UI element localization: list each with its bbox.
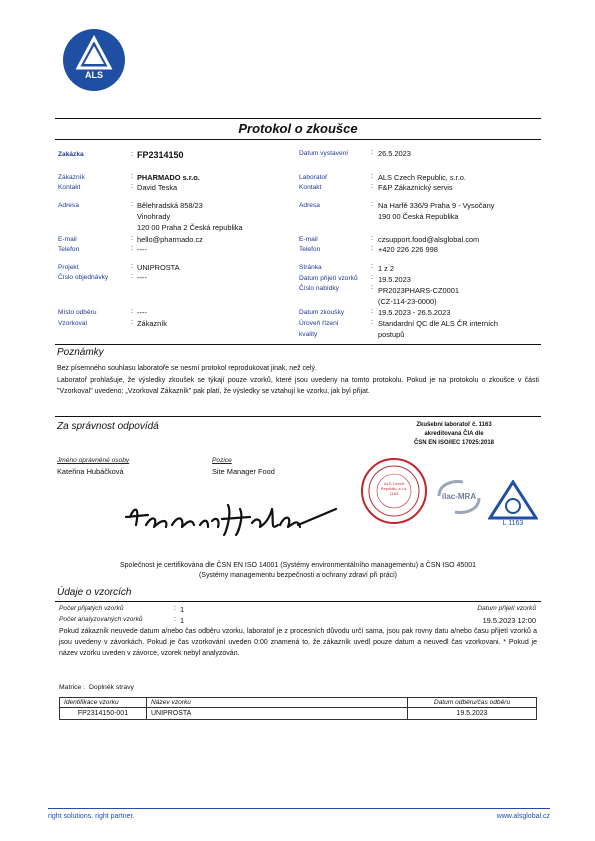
uroven-rizeni-label-1: Úroveň řízení: [299, 320, 339, 327]
adresa-line-2: Vinohrady: [137, 212, 171, 221]
prijatych-value: 1: [180, 605, 185, 614]
zakazka-label: Zakázka: [58, 151, 84, 158]
sample-date: 19.5.2023: [408, 708, 537, 720]
accreditation-line-2: akreditovaná ČIA dle: [424, 431, 484, 437]
column-header: Název vzorku: [147, 698, 408, 708]
position-value: Site Manager Food: [212, 467, 275, 476]
sample-name: UNIPROSTA: [147, 708, 408, 720]
accreditation-line-1: Zkušební laboratoř č. 1163: [416, 422, 492, 428]
datum-prijeti-samples-label: Datum přijetí vzorků: [477, 605, 536, 612]
uroven-rizeni-value-1: Standardní QC dle ALS ČR interních: [378, 319, 498, 328]
adresa-label: Adresa: [58, 202, 79, 209]
datum-vystaveni-label: Datum vystavení: [299, 150, 349, 157]
divider: [55, 601, 541, 602]
page-title: Protokol o zkoušce: [238, 121, 358, 136]
projekt-value: UNIPROSTA: [137, 263, 180, 272]
laborator-value: ALS Czech Republic, s.r.o.: [378, 173, 466, 182]
lab-email-label: E-mail: [299, 236, 318, 243]
zakaznik-label: Zákazník: [58, 174, 85, 181]
cislo-objednavky-label: Číslo objednávky: [58, 274, 109, 281]
datum-vystaveni-value: 26.5.2023: [378, 149, 411, 158]
title-top-rule: [55, 118, 541, 119]
laborator-label: Laboratoř: [299, 174, 328, 181]
uroven-rizeni-value-2: postupů: [378, 330, 405, 339]
title-bottom-rule: [55, 139, 541, 140]
lab-stamp-text: ALS Czech Republic, s.r.o. 1163: [380, 481, 408, 496]
responsible-heading: Za správnost odpovídá: [57, 421, 159, 432]
misto-odberu-label: Místo odběru: [58, 309, 97, 316]
accreditation-note: [384, 421, 524, 448]
lab-kontakt-value: F&P Zákaznický servis: [378, 183, 453, 192]
cia-logo: [488, 480, 538, 528]
cia-text: L 1163: [502, 520, 524, 527]
uroven-rizeni-label-2: kvality: [299, 331, 318, 338]
kontakt-value: David Teska: [137, 183, 178, 192]
footer-tagline: right solutions. right partner.: [48, 813, 135, 820]
vzorkoval-value: Zákazník: [137, 319, 167, 328]
certification-note: [55, 561, 541, 581]
footer-rule: [48, 808, 550, 809]
accreditation-line-3: ČSN EN ISO/IEC 17025:2018: [413, 440, 495, 446]
lab-email-value[interactable]: czsupport.food@alsglobal.com: [378, 235, 480, 244]
cislo-objednavky-value: ----: [137, 273, 147, 282]
datum-zkousky-label: Datum zkoušky: [299, 309, 345, 316]
kontakt-label: Kontakt: [58, 184, 81, 191]
lab-stamp: [360, 457, 428, 525]
lab-telefon-label: Telefon: [299, 246, 321, 253]
datum-zkousky-value: 19.5.2023 - 26.5.2023: [378, 308, 451, 317]
prijatych-label: Počet přijatých vzorků: [59, 605, 124, 612]
footer-url[interactable]: www.alsglobal.cz: [496, 813, 550, 820]
stranka-label: Stránka: [299, 264, 322, 271]
adresa-line-3: 120 00 Praha 2 Česká republika: [137, 223, 243, 232]
datum-prijeti-label: Datum přijetí vzorků: [299, 275, 358, 282]
logo-text: ALS: [85, 70, 103, 80]
divider: [55, 416, 541, 417]
poznamky-heading: Poznámky: [57, 347, 104, 358]
lab-adresa-line-1: Na Harfě 336/9 Praha 9 - Vysočany: [378, 201, 495, 210]
misto-odberu-value: ----: [137, 308, 147, 317]
cislo-nabidky-line-1: PR2023PHARS-CZ0001: [378, 286, 459, 295]
poznamky-text-1: Bez písemného souhlasu laboratoře se nesmí protokol reprodukovat jinak, než celý.: [57, 365, 317, 372]
matrice-label: Matrice :: [59, 684, 86, 691]
datum-prijeti-samples-value: 19.5.2023 12:00: [482, 616, 536, 625]
name-value: Kateřina Hubáčková: [57, 467, 124, 476]
ilac-mra-text: ilac-MRA: [441, 492, 477, 501]
table-header-row: [60, 698, 537, 708]
column-header: Datum odběru/čas odběru: [408, 698, 537, 708]
column-header: Identifikace vzorku: [60, 698, 147, 708]
divider: [55, 344, 541, 345]
table-row: [60, 708, 537, 720]
vzorkoval-label: Vzorkoval: [58, 320, 87, 327]
telefon-value: ----: [137, 245, 147, 254]
lab-adresa-label: Adresa: [299, 202, 320, 209]
projekt-label: Projekt: [58, 264, 79, 271]
ilac-mra-logo: [433, 478, 485, 516]
certification-line-2: (Systémy managementu bezpečnosti a ochrany zdraví při práci): [198, 572, 398, 579]
zakaznik-value: PHARMADO s.r.o.: [137, 173, 200, 182]
zakazka-value: FP2314150: [137, 150, 184, 160]
certification-line-1: Společnost je certifikována dle ČSN EN ISO 14001 (Systémy environmentálního managementu) a ČSN ISO 45001: [119, 562, 476, 569]
analyzovanych-label: Počet analyzovaných vzorků: [59, 616, 143, 623]
samples-table: [59, 697, 537, 720]
telefon-label: Telefon: [58, 246, 80, 253]
sample-id: FP2314150-001: [60, 708, 147, 720]
stranka-value: 1 z 2: [378, 264, 395, 273]
cislo-nabidky-label: Číslo nabídky: [299, 285, 339, 292]
adresa-line-1: Bělehradská 858/23: [137, 201, 203, 210]
lab-telefon-value: +420 226 226 998: [378, 245, 438, 254]
samples-note: Pokud zákazník neuvede datum a/nebo čas odběru vzorku, laboratoř je z procesních důvodu určí sama, jsou pak rovny datu a/nebo času přijetí vzorků a jsou uvedeny v závorkách. Pokud je čas vzorkování uveden 0:00 znamená to, že zákazník uvedl pouze datum a neuvedl čas vzorkovani. * Pokud je název vzorku uveden v závorce, vzorek nebyl analyzován.: [59, 628, 537, 657]
signature: [122, 495, 342, 545]
lab-kontakt-label: Kontakt: [299, 184, 322, 191]
datum-prijeti-value: 19.5.2023: [378, 275, 411, 284]
analyzovanych-value: 1: [180, 616, 185, 625]
lab-adresa-line-2: 190 00 Česká Republika: [378, 212, 459, 221]
matrice-value: Doplněk stravy: [89, 684, 134, 691]
poznamky-text-2: Laboratoř prohlašuje, že výsledky zkoušek se týkají pouze vzorků, které jsou uvedeny na tomto protokolu. Pokud je na protokolu o zkoušce v části "Vzorkoval" uvedeno: „Vzorkoval Zákazník" pak platí, že výsledky se vztahují ke vzorku, jak byl přijat.: [57, 377, 539, 395]
name-label: Jméno oprávněné osoby: [57, 457, 130, 464]
samples-heading: Údaje o vzorcích: [57, 587, 132, 598]
cislo-nabidky-line-2: (CZ-114-23-0000): [378, 297, 437, 306]
email-value[interactable]: hello@pharmado.cz: [137, 235, 203, 244]
als-logo: [62, 28, 126, 92]
email-label: E-mail: [58, 236, 77, 243]
position-label: Pozice: [212, 457, 232, 464]
